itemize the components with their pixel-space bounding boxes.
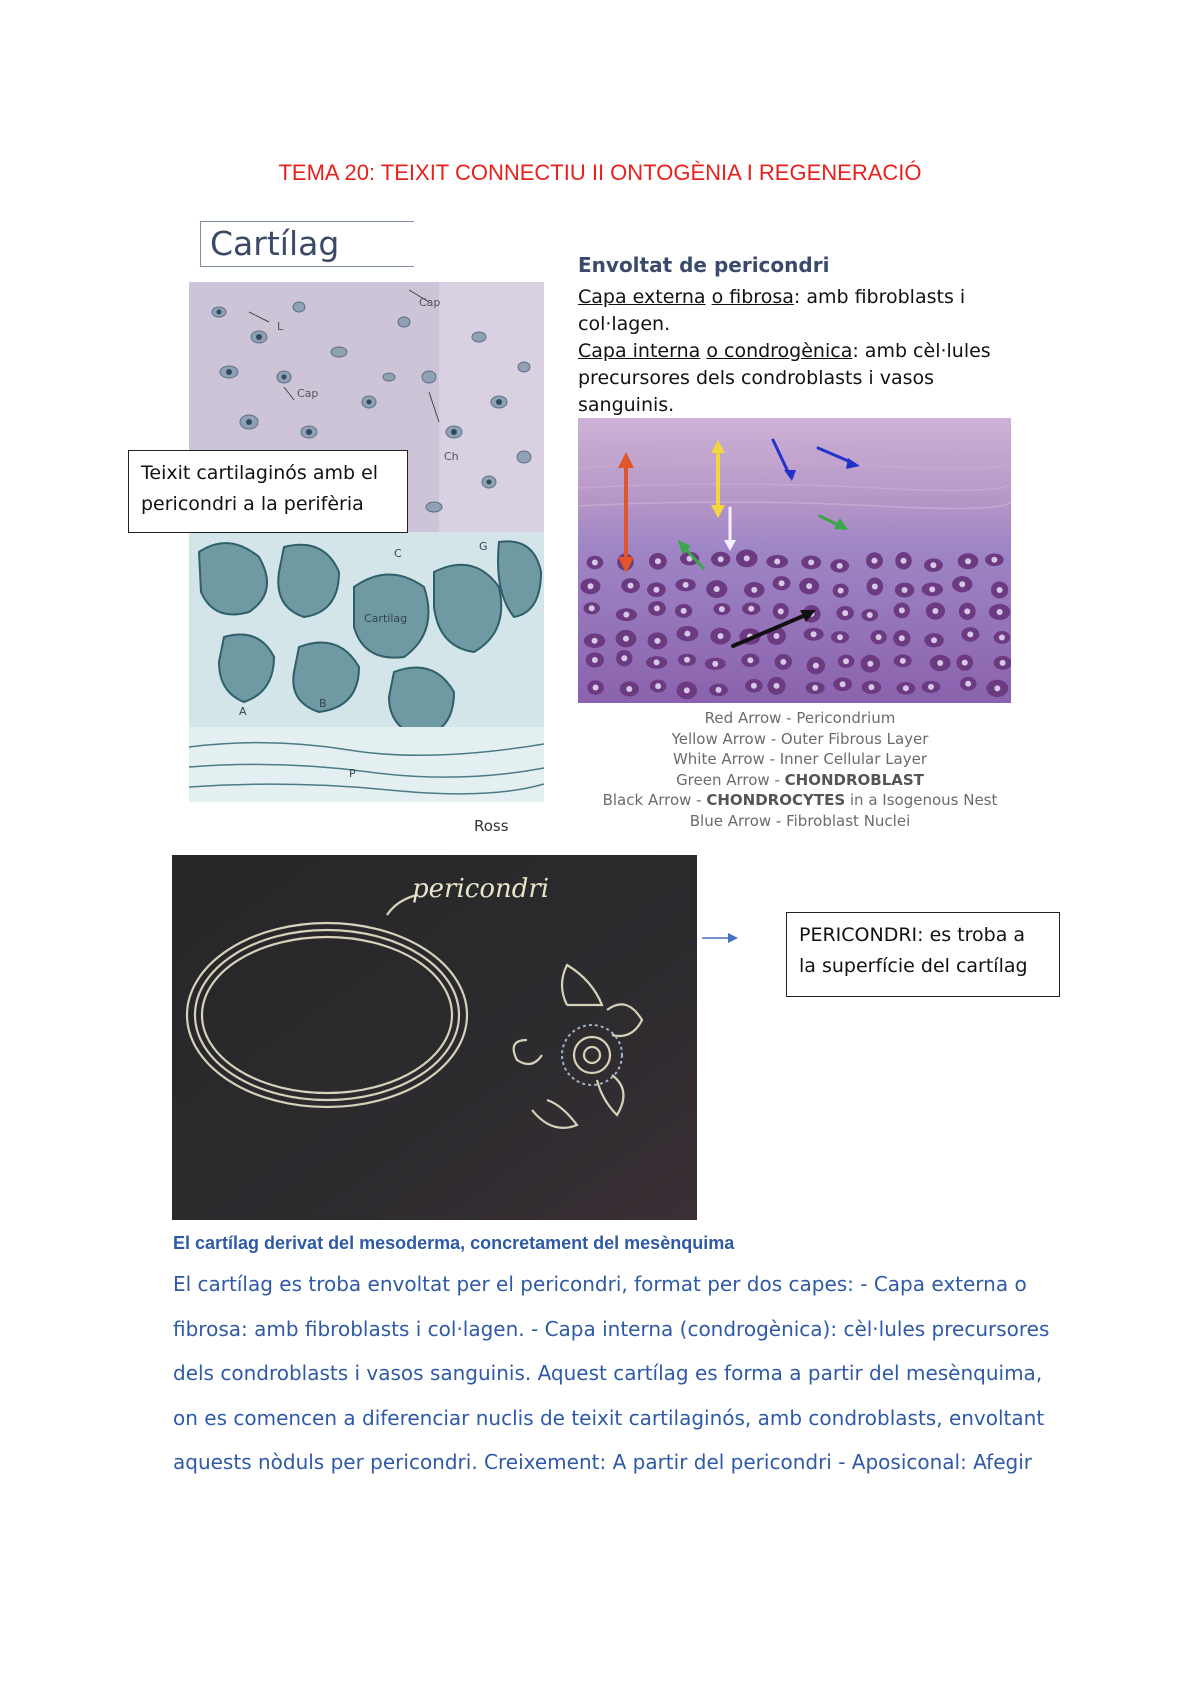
paragraph-line: fibrosa: amb fibroblasts i col·lagen. - Capa interna (condrogènica): cèl·lules precursores [173, 1316, 1050, 1341]
section-subheading: El cartílag derivat del mesoderma, concretament del mesènquima [173, 1233, 735, 1253]
paragraph-line: aquests nòduls per pericondri. Creixement: A partir del pericondri - Aposiconal: Afegir [173, 1450, 1032, 1474]
micrograph-label: A [239, 705, 247, 718]
figure-heading: Cartílag [210, 224, 340, 263]
layer-description: precursores dels condroblasts i vasos [578, 367, 935, 389]
tissue-callout-line: Teixit cartilaginós amb el [141, 462, 379, 484]
legend-text: Green Arrow - [676, 770, 785, 789]
micrograph-label: Cap [419, 296, 441, 309]
chalkboard-drawing [172, 855, 697, 1220]
paragraph-line: dels condroblasts i vasos sanguinis. Aquest cartílag es forma a partir del mesènquima, [173, 1361, 1043, 1385]
image-credit: Ross [474, 817, 509, 835]
layer-term: o condrogènica [706, 340, 853, 362]
legend-text: Blue Arrow - Fibroblast Nuclei [689, 811, 911, 830]
page-title: TEMA 20: TEIXIT CONNECTIU II ONTOGÈNIA I REGENERACIÓ [278, 160, 922, 185]
legend-entry [580, 790, 1020, 811]
micrograph-label: Cap [297, 387, 319, 400]
legend-bold: CHONDROCYTES [706, 791, 846, 809]
legend-entry [580, 770, 1020, 791]
perichondrium-micrograph [578, 418, 1011, 703]
arrow-legend [580, 708, 1020, 831]
arrow-right-icon [700, 930, 740, 946]
layer-term: Capa externa [578, 286, 706, 308]
layer-description: col·lagen. [578, 313, 671, 335]
tissue-callout-line: pericondri a la perifèria [141, 493, 364, 515]
cartilage-micrograph-bottom-image [189, 532, 544, 802]
layer-term: Capa interna [578, 340, 701, 362]
legend-text: Red Arrow - Pericondrium [704, 709, 896, 727]
micrograph-label: G [479, 540, 488, 553]
pericondri-callout-line: la superfície del cartílag [799, 955, 1028, 977]
legend-text: Yellow Arrow - Outer Fibrous Layer [671, 729, 929, 748]
layer-term: o fibrosa [711, 286, 794, 308]
layer-description: : amb fibroblasts i [793, 286, 966, 308]
legend-entry [580, 811, 1020, 832]
perichondrium-micrograph-image [578, 418, 1011, 703]
micrograph-label: C [394, 547, 402, 560]
micrograph-label: Cartílag [364, 612, 408, 625]
chalkboard-photo [172, 855, 697, 1220]
envoltat-body [578, 284, 1018, 419]
paragraph-line: El cartílag es troba envoltat per el pericondri, format per dos capes: - Capa externa o [173, 1272, 1027, 1296]
chalk-label: pericondri [412, 874, 550, 904]
cartilage-micrograph-bottom [189, 532, 544, 802]
legend-entry [580, 708, 1020, 729]
envoltat-heading: Envoltat de pericondri [578, 253, 830, 277]
micrograph-label: P [349, 767, 356, 780]
micrograph-label: L [277, 320, 284, 333]
layer-description: : amb cèl·lules [852, 340, 991, 362]
legend-entry [580, 749, 1020, 770]
legend-entry [580, 729, 1020, 750]
legend-text: Black Arrow - [602, 791, 707, 809]
pericondri-callout-line: PERICONDRI: es troba a [799, 924, 1026, 946]
micrograph-label: Ch [444, 450, 459, 463]
pericondri-callout [786, 912, 1060, 997]
legend-text: White Arrow - Inner Cellular Layer [672, 750, 928, 768]
paragraph-line: on es comencen a diferenciar nuclis de teixit cartilaginós, amb condroblasts, envoltant [173, 1405, 1045, 1430]
micrograph-label: B [319, 697, 327, 710]
legend-text: in a Isogenous Nest [845, 791, 998, 809]
legend-bold: CHONDROBLAST [784, 770, 924, 789]
body-paragraph [173, 1262, 1053, 1485]
tissue-callout [128, 450, 408, 533]
layer-description: sanguinis. [578, 394, 675, 416]
